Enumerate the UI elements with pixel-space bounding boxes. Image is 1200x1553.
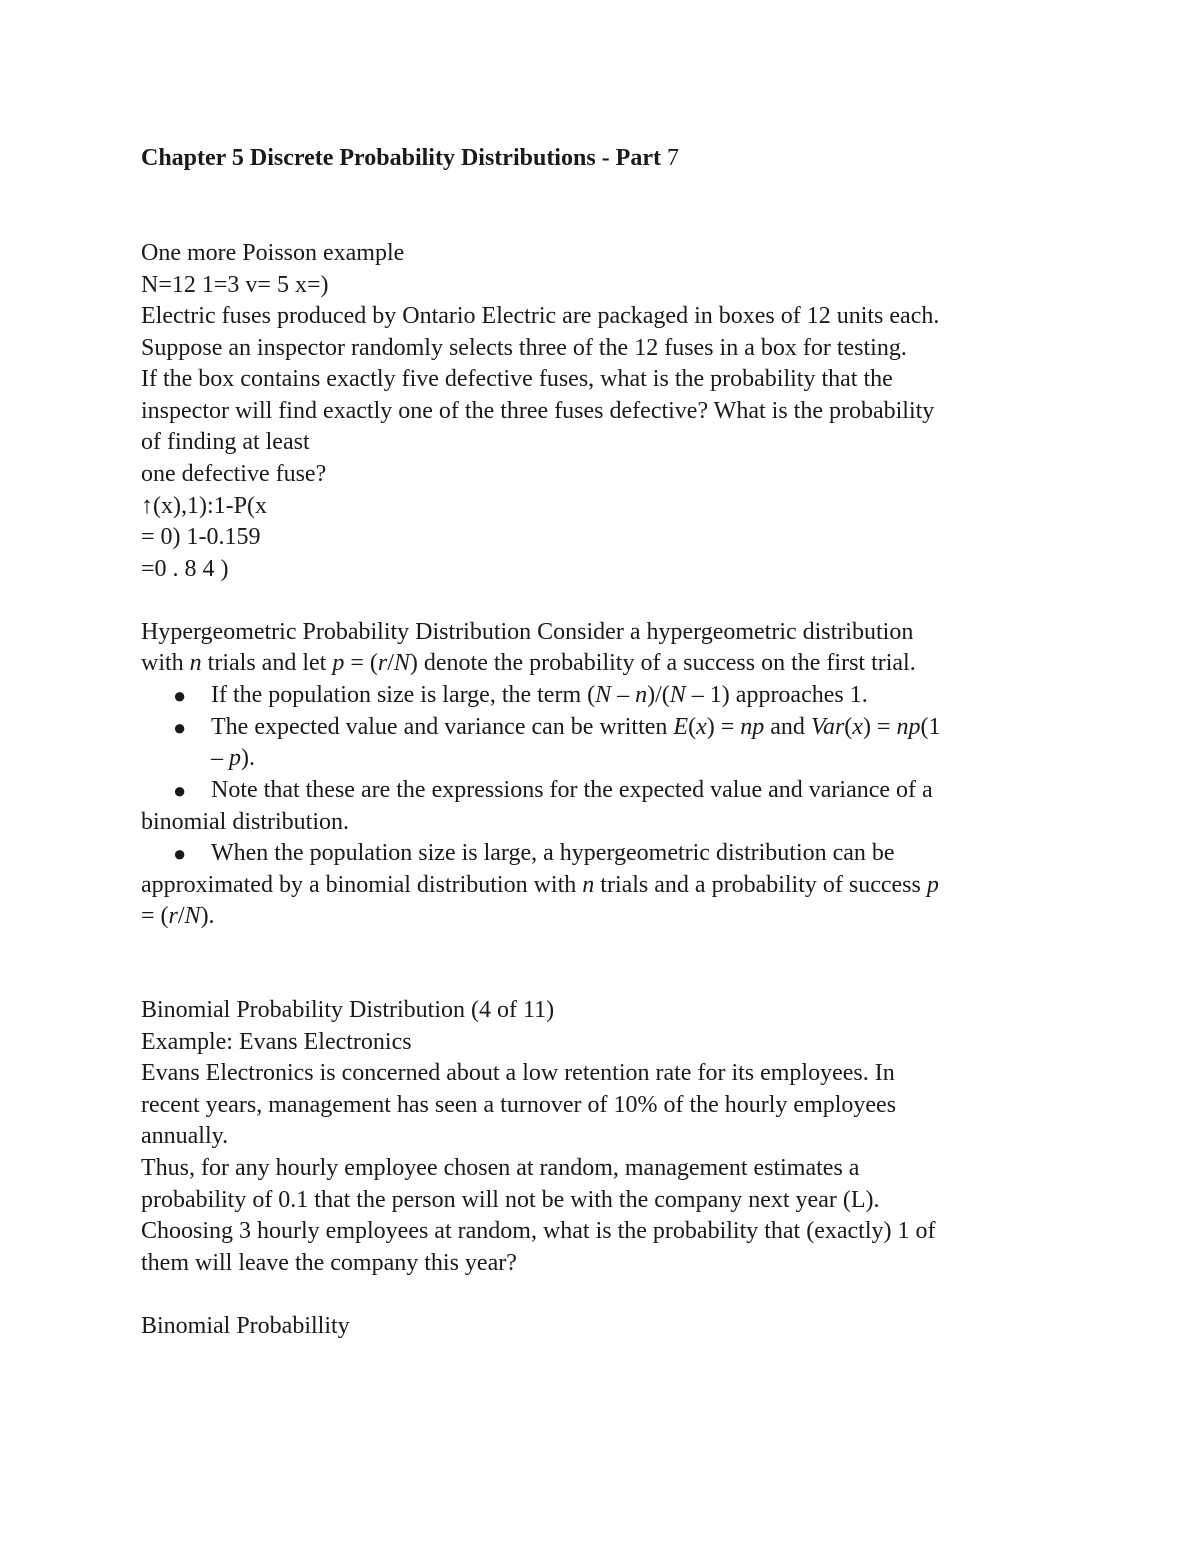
poisson-line: Suppose an inspector randomly selects three of the 12 fuses in a box for testing. xyxy=(141,335,907,361)
text-run: )/( xyxy=(647,682,670,708)
poisson-line: N=12 1=3 v= 5 x=) xyxy=(141,272,329,298)
text-run: ). xyxy=(200,903,215,929)
bullet-icon: ● xyxy=(173,841,187,866)
math-var: E xyxy=(673,714,689,740)
math-var: Var xyxy=(810,714,845,740)
poisson-line: one defective fuse? xyxy=(141,461,327,487)
binomial-line: Example: Evans Electronics xyxy=(141,1029,412,1055)
text-run: = ( xyxy=(141,903,169,929)
math-var: x xyxy=(852,714,863,740)
math-var: N xyxy=(595,682,612,708)
text-run: / xyxy=(177,903,185,929)
binomial-line: Choosing 3 hourly employees at random, what is the probability that (exactly) 1 of xyxy=(141,1218,936,1244)
math-var: np xyxy=(896,714,921,740)
hyper-intro-line xyxy=(141,648,916,679)
bullet-item: When the population size is large, a hypergeometric distribution can be xyxy=(211,840,895,866)
binomial-line: Thus, for any hourly employee chosen at random, management estimates a xyxy=(141,1155,860,1181)
math-var: p xyxy=(926,872,939,898)
bullet-item xyxy=(211,680,868,711)
math-var: np xyxy=(740,714,765,740)
poisson-line: inspector will find exactly one of the three fuses defective? What is the probability xyxy=(141,398,935,424)
binomial-line: Evans Electronics is concerned about a low retention rate for its employees. In xyxy=(141,1060,895,1086)
poisson-line: =0 . 8 4 ) xyxy=(141,556,229,582)
poisson-line: ↑(x),1):1-P(x xyxy=(141,493,267,519)
text-run: ). xyxy=(241,745,255,771)
math-var: n xyxy=(582,872,595,898)
text-run: – xyxy=(211,745,229,771)
poisson-line: Electric fuses produced by Ontario Electric are packaged in boxes of 12 units each. xyxy=(141,303,940,329)
bullet-item-continued: binomial distribution. xyxy=(141,809,349,835)
text-run: – 1) approaches 1. xyxy=(685,682,868,708)
poisson-line: = 0) 1-0.159 xyxy=(141,524,261,550)
text-run: approximated by a binomial distribution with xyxy=(141,872,583,898)
poisson-line: of finding at least xyxy=(141,429,310,455)
text-run: – xyxy=(611,682,636,708)
text-run: The expected value and variance can be written xyxy=(211,714,674,740)
text-run: ) denote the probability of a success on the first trial. xyxy=(409,650,916,676)
math-var: n xyxy=(635,682,648,708)
bullet-icon: ● xyxy=(173,778,187,803)
text-run: with xyxy=(141,650,190,676)
math-var: N xyxy=(184,903,201,929)
text-run: ( xyxy=(688,714,697,740)
text-run: (1 xyxy=(920,714,941,740)
binomial-line: probability of 0.1 that the person will not be with the company next year (L). xyxy=(141,1187,880,1213)
text-run: If the population size is large, the term ( xyxy=(211,682,596,708)
hyper-intro-line: Hypergeometric Probability Distribution Consider a hypergeometric distribution xyxy=(141,619,914,645)
text-run: / xyxy=(387,650,394,676)
binomial-heading: Binomial Probability Distribution (4 of 11) xyxy=(141,997,555,1023)
binomial-line: them will leave the company this year? xyxy=(141,1250,517,1276)
bullet-icon: ● xyxy=(173,683,187,708)
poisson-line: If the box contains exactly five defective fuses, what is the probability that the xyxy=(141,366,893,392)
text-run: and xyxy=(764,714,811,740)
binomial-line: annually. xyxy=(141,1123,229,1149)
binomial-line: recent years, management has seen a turnover of 10% of the hourly employees xyxy=(141,1092,897,1118)
math-var: N xyxy=(393,650,410,676)
text-run: trials and a probability of success xyxy=(594,872,927,898)
math-var: p xyxy=(332,650,345,676)
bullet-item-continued xyxy=(141,901,215,932)
math-var: N xyxy=(669,682,686,708)
bullet-item: Note that these are the expressions for the expected value and variance of a xyxy=(211,777,933,803)
text-run: trials and let xyxy=(201,650,333,676)
text-run: ) = xyxy=(862,714,897,740)
text-run: = ( xyxy=(344,650,378,676)
bullet-item-continued xyxy=(141,870,939,901)
math-var: r xyxy=(377,650,388,676)
poisson-heading: One more Poisson example xyxy=(141,240,405,266)
bullet-item-continued xyxy=(211,743,255,774)
text-run: ) = xyxy=(706,714,741,740)
math-var: p xyxy=(229,745,241,771)
bullet-icon: ● xyxy=(173,715,187,740)
title-text: Chapter 5 Discrete Probability Distributions - Part xyxy=(141,145,661,171)
text-run: ( xyxy=(844,714,853,740)
binomial-footer-heading: Binomial Probabillity xyxy=(141,1313,350,1339)
math-var: r xyxy=(168,903,178,929)
math-var: n xyxy=(189,650,202,676)
page-title xyxy=(141,143,679,174)
bullet-item xyxy=(211,712,940,743)
title-part-number: 7 xyxy=(666,145,679,171)
math-var: x xyxy=(696,714,707,740)
